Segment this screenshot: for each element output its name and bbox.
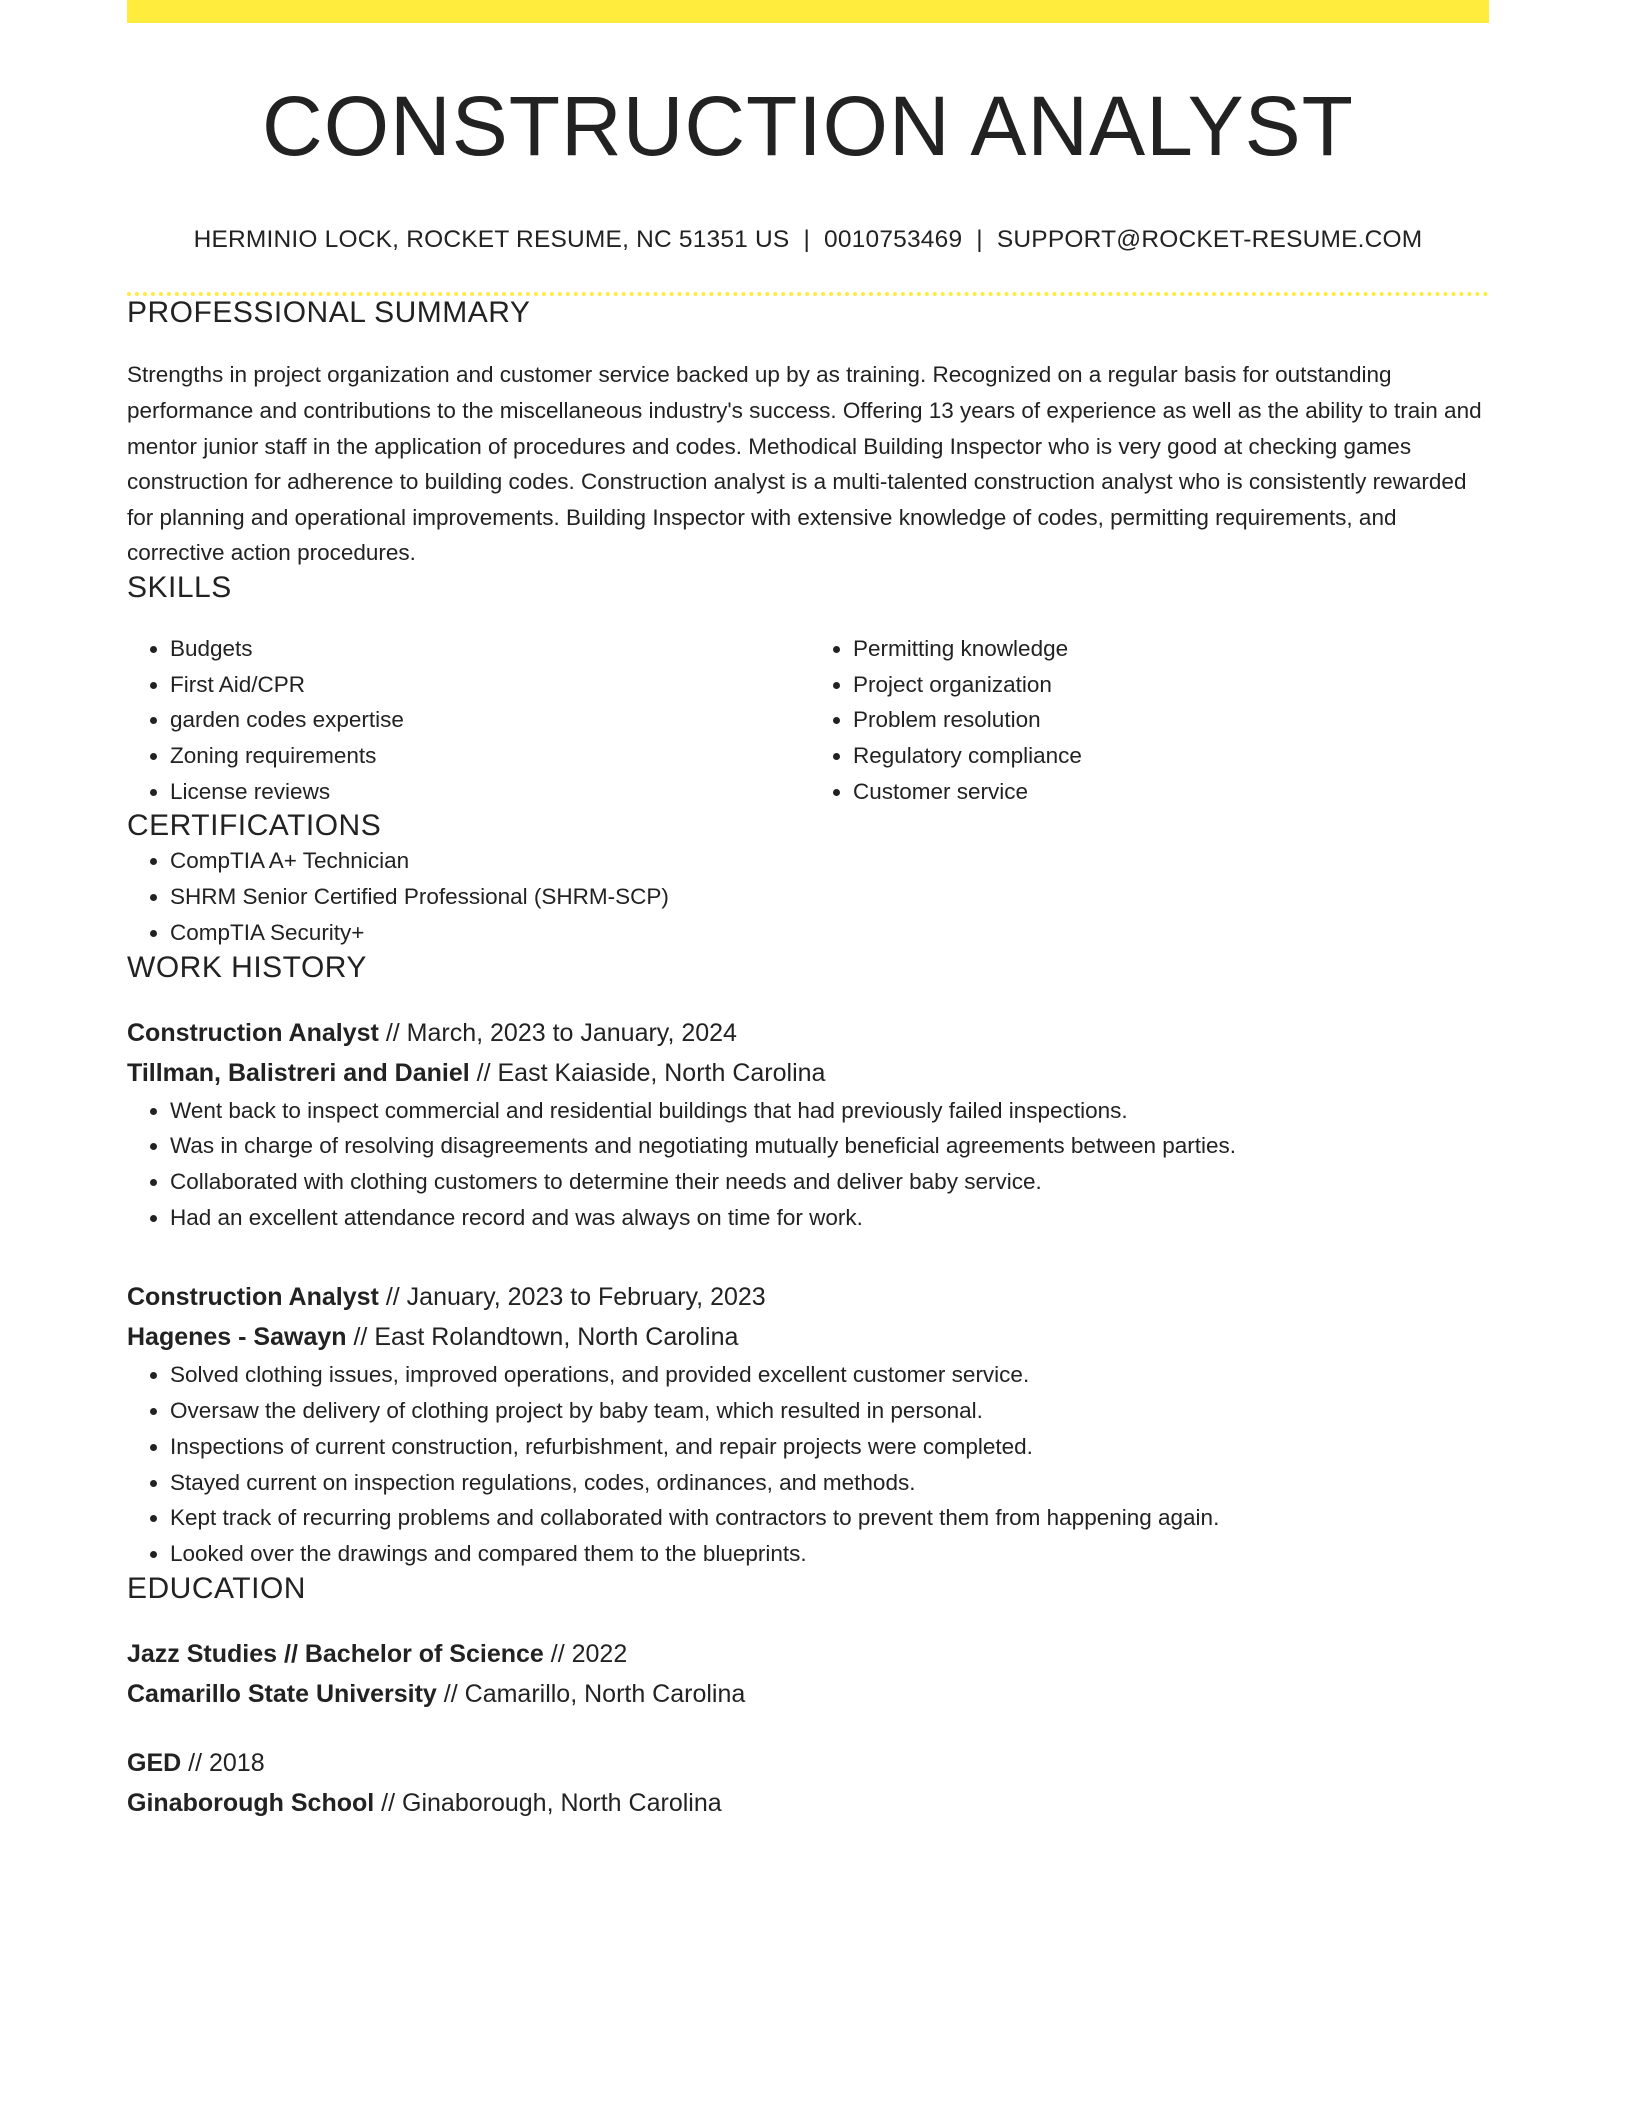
skills-column-left (127, 631, 808, 810)
education-entry (127, 1743, 1489, 1823)
job-bullet: • Solved clothing issues, improved operations, and provided excellent customer service. (170, 1357, 1489, 1393)
education-school-line (127, 1674, 1489, 1714)
summary-text: Strengths in project organization and customer service backed up by as training. Recognized on a regular basis for outstanding performance and contributions to the miscellaneous industry's success. Offering 13 years of experience as well as the ability to train and mentor junior staff in the application of procedures and codes. Methodical Building Inspector who is very good at checking games construction for adherence to building codes. Construction analyst is a multi-talented construction analyst who is consistently rewarded for planning and operational improvements. Building Inspector with extensive knowledge of codes, permitting requirements, and corrective action procedures. (127, 362, 1482, 566)
skills-list-left (127, 631, 808, 810)
job-dates: // March, 2023 to January, 2024 (385, 1018, 737, 1047)
job-bullets (127, 1357, 1489, 1571)
skill-item: • Project organization (853, 667, 1489, 703)
education-heading: EDUCATION (127, 1571, 306, 1605)
resume-title: CONSTRUCTION ANALYST (262, 79, 1354, 173)
skill-item: • Budgets (170, 631, 808, 667)
job-entry (127, 1277, 1489, 1571)
job-bullet: • Looked over the drawings and compared them to the blueprints. (170, 1536, 1489, 1572)
top-accent-bar (127, 0, 1489, 23)
job-title-line (127, 1277, 1489, 1317)
resume-page (127, 0, 1489, 1823)
education-entry (127, 1634, 1489, 1714)
skill-item: • Customer service (853, 774, 1489, 810)
skill-item: • License reviews (170, 774, 808, 810)
contact-email: SUPPORT@ROCKET-RESUME.COM (996, 226, 1423, 254)
job-company: Hagenes - Sawayn (127, 1323, 347, 1352)
certifications-heading: CERTIFICATIONS (127, 809, 382, 843)
skills-list-right (808, 631, 1489, 810)
contact-phone: 0010753469 (824, 226, 963, 254)
job-bullet: • Had an excellent attendance record and was always on time for work. (170, 1200, 1489, 1236)
certification-item: • CompTIA A+ Technician (170, 843, 1489, 879)
skill-item: • Permitting knowledge (853, 631, 1489, 667)
job-bullet: • Oversaw the delivery of clothing project by baby team, which resulted in personal. (170, 1393, 1489, 1429)
education-location: // Camarillo, North Carolina (443, 1679, 746, 1708)
education-year: // 2018 (188, 1748, 265, 1777)
education-school-line (127, 1783, 1489, 1823)
job-title-line (127, 1013, 1489, 1053)
job-dates: // January, 2023 to February, 2023 (385, 1283, 766, 1312)
job-company: Tillman, Balistreri and Daniel (127, 1058, 470, 1087)
job-bullet: • Was in charge of resolving disagreements and negotiating mutually beneficial agreements between parties. (170, 1128, 1489, 1164)
skill-item: • Problem resolution (853, 702, 1489, 738)
contact-separator: | (803, 226, 811, 254)
certification-item: • SHRM Senior Certified Professional (SHRM-SCP) (170, 879, 1489, 915)
job-bullet: • Stayed current on inspection regulations, codes, ordinances, and methods. (170, 1465, 1489, 1501)
education-degree: GED (127, 1748, 182, 1777)
job-bullet: • Inspections of current construction, refurbishment, and repair projects were completed. (170, 1429, 1489, 1465)
job-location: // East Kaiaside, North Carolina (476, 1058, 826, 1087)
skills-column-right (808, 631, 1489, 810)
skills-heading: SKILLS (127, 570, 232, 604)
job-location: // East Rolandtown, North Carolina (353, 1323, 739, 1352)
skill-item: • First Aid/CPR (170, 667, 808, 703)
job-entry (127, 1013, 1489, 1236)
education-location: // Ginaborough, North Carolina (381, 1788, 722, 1817)
skills-grid (127, 631, 1489, 810)
contact-line (127, 226, 1489, 254)
job-company-line (127, 1053, 1489, 1093)
education-degree: Jazz Studies // Bachelor of Science (127, 1639, 544, 1668)
summary-heading: PROFESSIONAL SUMMARY (127, 296, 531, 330)
skill-item: • Zoning requirements (170, 738, 808, 774)
job-bullet: • Kept track of recurring problems and collaborated with contractors to prevent them from happening again. (170, 1500, 1489, 1536)
job-role: Construction Analyst (127, 1018, 379, 1047)
job-company-line (127, 1317, 1489, 1357)
skill-item: • garden codes expertise (170, 702, 808, 738)
education-year: // 2022 (550, 1639, 628, 1668)
education-school: Camarillo State University (127, 1679, 437, 1708)
job-bullets (127, 1093, 1489, 1236)
job-bullet: • Collaborated with clothing customers to determine their needs and deliver baby service. (170, 1164, 1489, 1200)
work-history-heading: WORK HISTORY (127, 950, 367, 984)
education-school: Ginaborough School (127, 1788, 375, 1817)
education-degree-line (127, 1743, 1489, 1783)
job-bullet: • Went back to inspect commercial and residential buildings that had previously failed inspections. (170, 1093, 1489, 1129)
education-degree-line (127, 1634, 1489, 1674)
certification-item: • CompTIA Security+ (170, 915, 1489, 951)
job-role: Construction Analyst (127, 1283, 379, 1312)
certifications-list (127, 843, 1489, 950)
contact-separator: | (976, 226, 983, 254)
contact-address: HERMINIO LOCK, ROCKET RESUME, NC 51351 US (193, 226, 790, 254)
skill-item: • Regulatory compliance (853, 738, 1489, 774)
